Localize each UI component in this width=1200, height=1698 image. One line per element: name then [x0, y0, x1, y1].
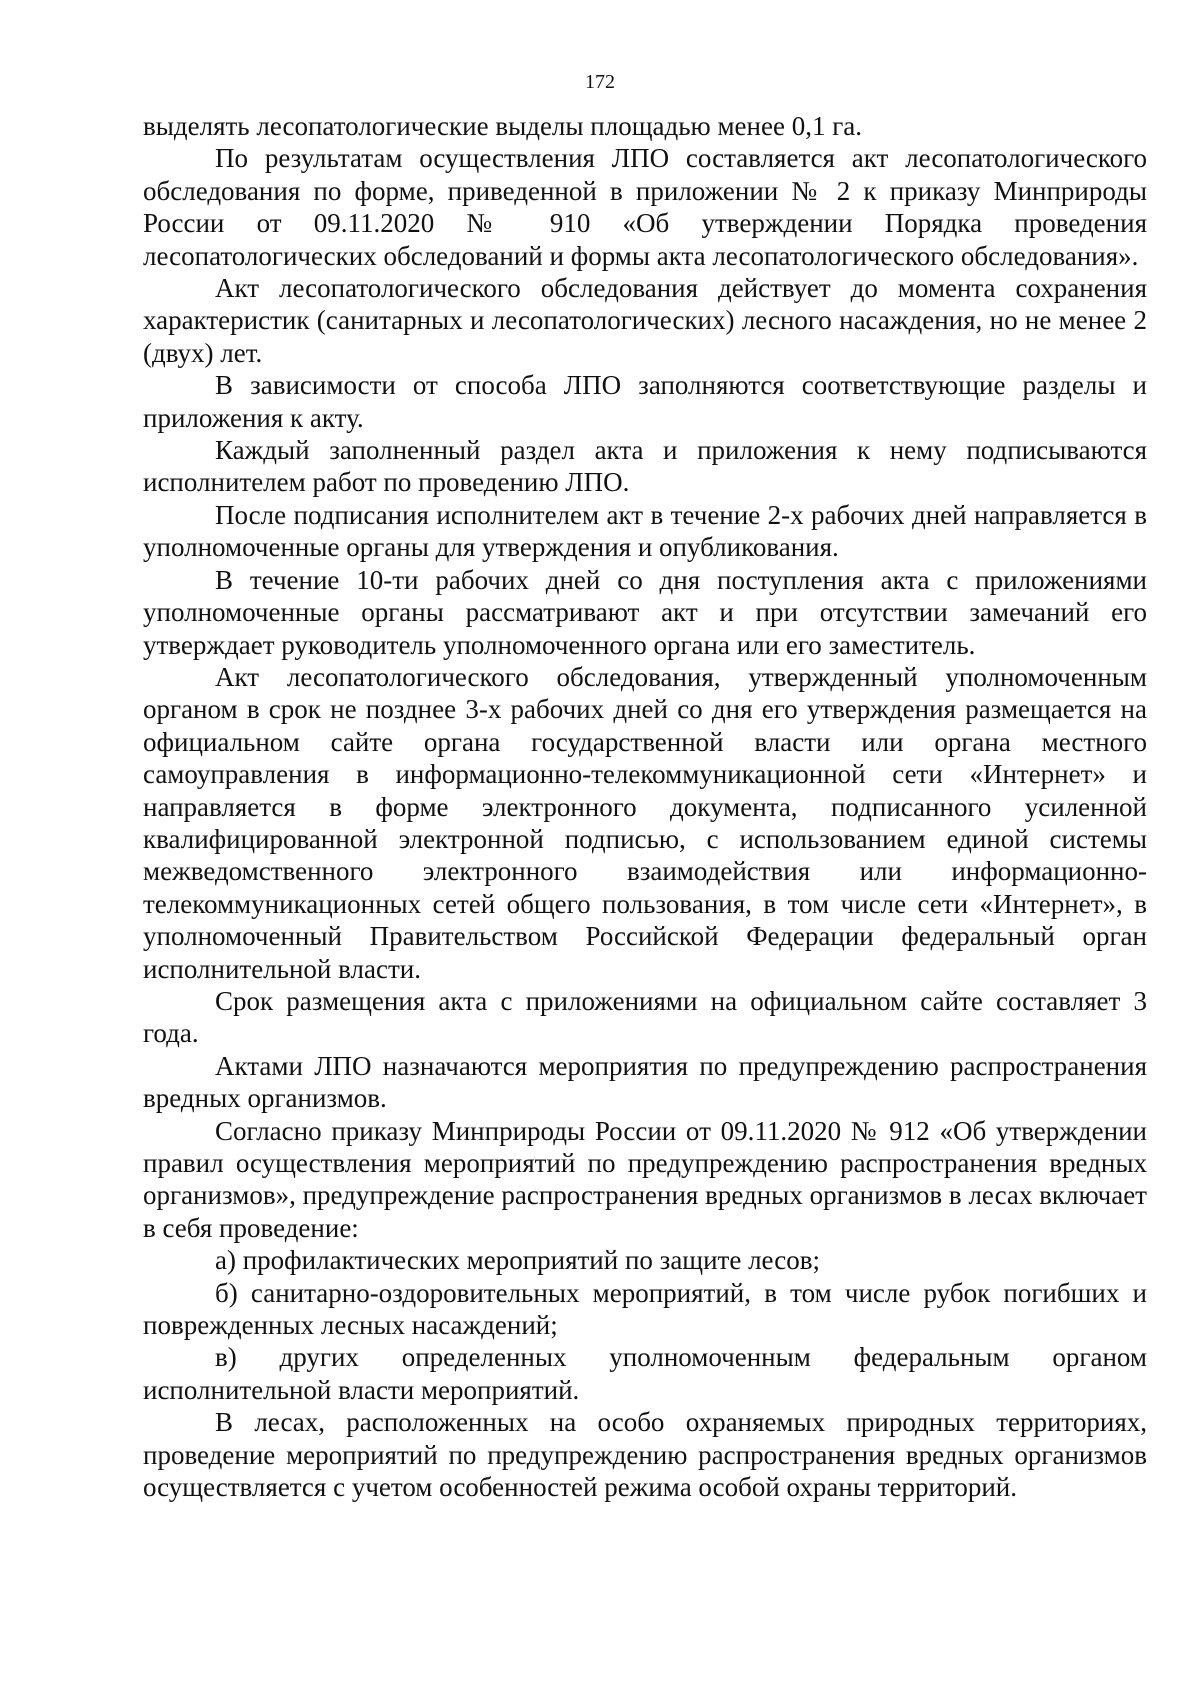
paragraph-protected-areas: В лесах, расположенных на особо охраняемых природных территориях, проведение мероприятий по предупреждению распространения вредных организмов осуществляется с учетом особенностей режима особой охраны территорий.	[143, 1407, 1147, 1503]
paragraph-continuation: выделять лесопатологические выделы площадью менее 0,1 га.	[143, 111, 863, 141]
paragraph-act-approval: В течение 10-ти рабочих дней со дня поступления акта с приложениями уполномоченные органы рассматривают акт и при отсутствии замечаний его утверждает руководитель уполномоченного органа или его заместитель.	[143, 564, 1147, 660]
paragraph-act-composition: По результатам осуществления ЛПО составляется акт лесопатологического обследования по форме, приведенной в приложении № 2 к приказу Минприроды России от 09.11.2020 № 910 «Об утверждении Порядка проведения лесопатологических обследований и формы акта лесопатологического обследования».	[143, 143, 1147, 271]
paragraph-act-submission: После подписания исполнителем акт в течение 2-х рабочих дней направляется в уполномоченные органы для утверждения и опубликования.	[143, 499, 1147, 563]
paragraph-act-sections: В зависимости от способа ЛПО заполняются соответствующие разделы и приложения к акту.	[143, 370, 1147, 433]
paragraph-act-signing: Каждый заполненный раздел акта и приложения к нему подписываются исполнителем работ по проведению ЛПО.	[143, 435, 1147, 498]
paragraph-measures-assigned: Актами ЛПО назначаются мероприятия по предупреждению распространения вредных организмов.	[143, 1050, 1147, 1114]
document-body	[143, 110, 1147, 1503]
list-item-a: а) профилактических мероприятий по защите лесов;	[215, 1245, 820, 1276]
list-item-b: б) санитарно-оздоровительных мероприятий, в том числе рубок погибших и поврежденных лесных насаждений;	[143, 1277, 1147, 1341]
paragraph-publication-term: Срок размещения акта с приложениями на официальном сайте составляет 3 года.	[143, 985, 1147, 1049]
paragraph-order-912: Согласно приказу Минприроды России от 09.11.2020 № 912 «Об утверждении правил осуществления мероприятий по предупреждению распространения вредных организмов», предупреждение распространения вредных организмов в лесах включает в себя проведение:	[143, 1115, 1147, 1243]
paragraph-act-publication: Акт лесопатологического обследования, утвержденный уполномоченным органом в срок не позднее 3-х рабочих дней со дня его утверждения размещается на официальном сайте органа государственной власти или органа местного самоуправления в информационно-телекоммуникационной сети «Интернет» и направляется в форме электронного документа, подписанного усиленной квалифицированной электронной подписью, с использованием единой системы межведомственного электронного взаимодействия или информационно-телекоммуникационных сетей общего пользования, в том числе сети «Интернет», в уполномоченный Правительством Российской Федерации федеральный орган исполнительной власти.	[143, 661, 1147, 984]
paragraph-act-validity: Акт лесопатологического обследования действует до момента сохранения характеристик (санитарных и лесопатологических) лесного насаждения, но не менее 2 (двух) лет.	[143, 273, 1147, 368]
list-item-v: в) других определенных уполномоченным федеральным органом исполнительной власти мероприятий.	[143, 1342, 1147, 1405]
page-number: 172	[585, 71, 615, 93]
